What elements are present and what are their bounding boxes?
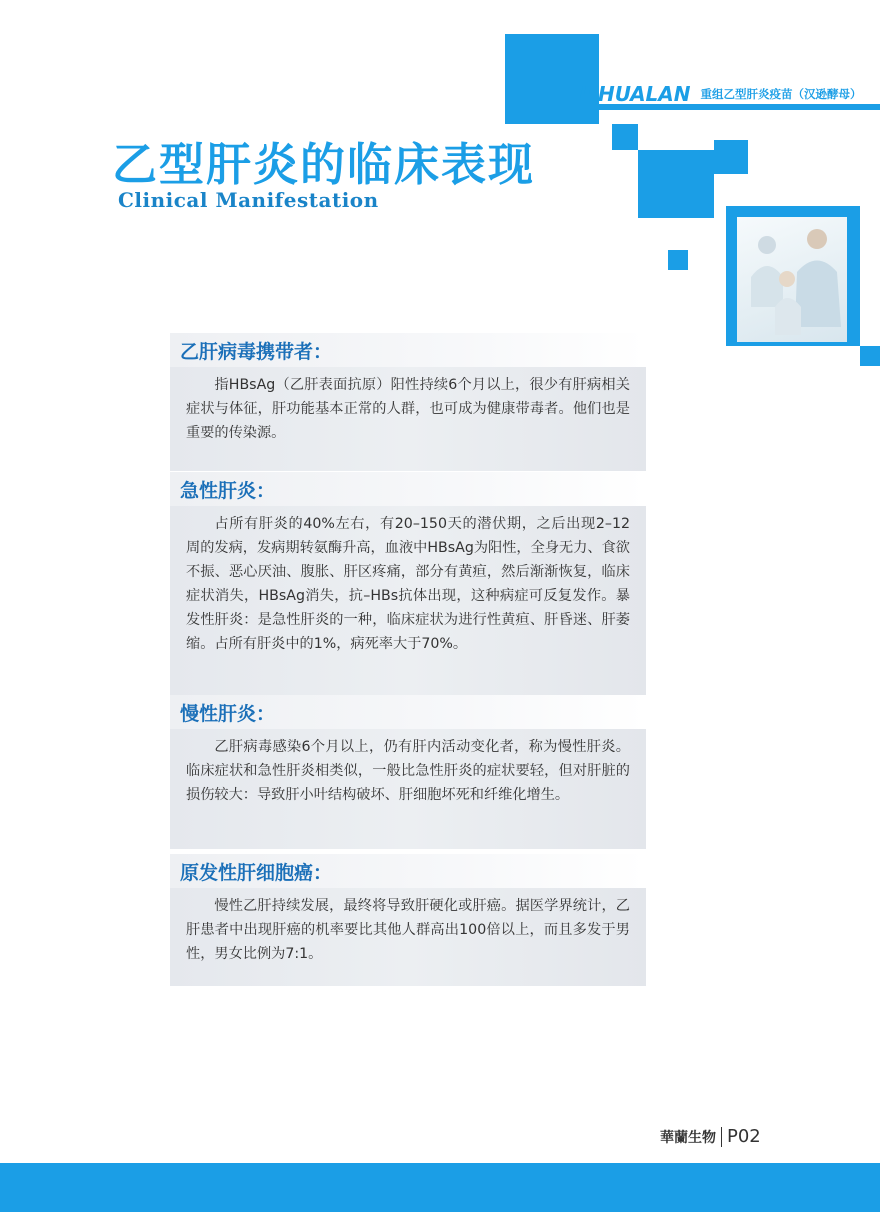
section-liver-cancer — [170, 854, 646, 986]
logo-text: HUALAN — [598, 82, 691, 106]
section-body — [170, 367, 646, 471]
deco-square — [505, 34, 599, 124]
logo-mark-icon — [574, 85, 596, 103]
deco-square — [714, 140, 748, 174]
section-header — [170, 472, 646, 506]
section-title: 急性肝炎： — [180, 479, 276, 502]
section-header — [170, 333, 646, 367]
product-name: 重组乙型肝炎疫苗（汉逊酵母） — [700, 87, 862, 101]
section-body — [170, 888, 646, 986]
deco-square — [860, 346, 880, 366]
section-header — [170, 695, 646, 729]
bottom-bar — [0, 1163, 880, 1212]
section-header — [170, 854, 646, 888]
family-photo — [737, 217, 847, 342]
section-title: 乙肝病毒携带者： — [180, 340, 333, 363]
hualan-logo — [574, 82, 691, 106]
section-title: 慢性肝炎： — [180, 702, 276, 725]
section-title: 原发性肝细胞癌： — [180, 861, 333, 884]
section-carrier — [170, 333, 646, 471]
page-footer — [660, 1126, 761, 1147]
deco-square — [638, 150, 714, 218]
section-text: 占所有肝炎的40%左右，有20–150天的潜伏期，之后出现2–12周的发病，发病期转氨酶升高，血液中HBsAg为阳性，全身无力、食欲不振、恶心厌油、腹胀、肝区疼痛，部分有黄疸，然后渐渐恢复，临床症状消失，HBsAg消失，抗–HBs抗体出现，这种病症可反复发作。暴发性肝炎：是急性肝炎的一种，临床症状为进行性黄疸、肝昏迷、肝萎缩。占所有肝炎中的1%，病死率大于70%。 — [186, 516, 630, 652]
section-text: 乙肝病毒感染6个月以上，仍有肝内活动变化者，称为慢性肝炎。临床症状和急性肝炎相类似，一般比急性肝炎的症状要轻，但对肝脏的损伤较大：导致肝小叶结构破坏、肝细胞坏死和纤维化增生。 — [186, 739, 630, 803]
page-title: 乙型肝炎的临床表现 — [112, 138, 536, 191]
section-chronic — [170, 695, 646, 849]
section-text: 指HBsAg（乙肝表面抗原）阳性持续6个月以上，很少有肝病相关症状与体征，肝功能基本正常的人群，也可成为健康带毒者。他们也是重要的传染源。 — [186, 377, 630, 441]
page-number: P02 — [727, 1126, 761, 1147]
deco-square — [612, 124, 638, 150]
deco-square — [668, 250, 688, 270]
page-subtitle: Clinical Manifestation — [118, 188, 379, 212]
section-text: 慢性乙肝持续发展，最终将导致肝硬化或肝癌。据医学界统计，乙肝患者中出现肝癌的机率要比其他人群高出100倍以上，而且多发于男性，男女比例为7:1。 — [186, 898, 630, 962]
section-body — [170, 506, 646, 698]
company-name: 華蘭生物 — [660, 1129, 716, 1146]
brand-header — [574, 80, 862, 108]
section-body — [170, 729, 646, 849]
section-acute — [170, 472, 646, 698]
footer-divider — [721, 1127, 722, 1147]
